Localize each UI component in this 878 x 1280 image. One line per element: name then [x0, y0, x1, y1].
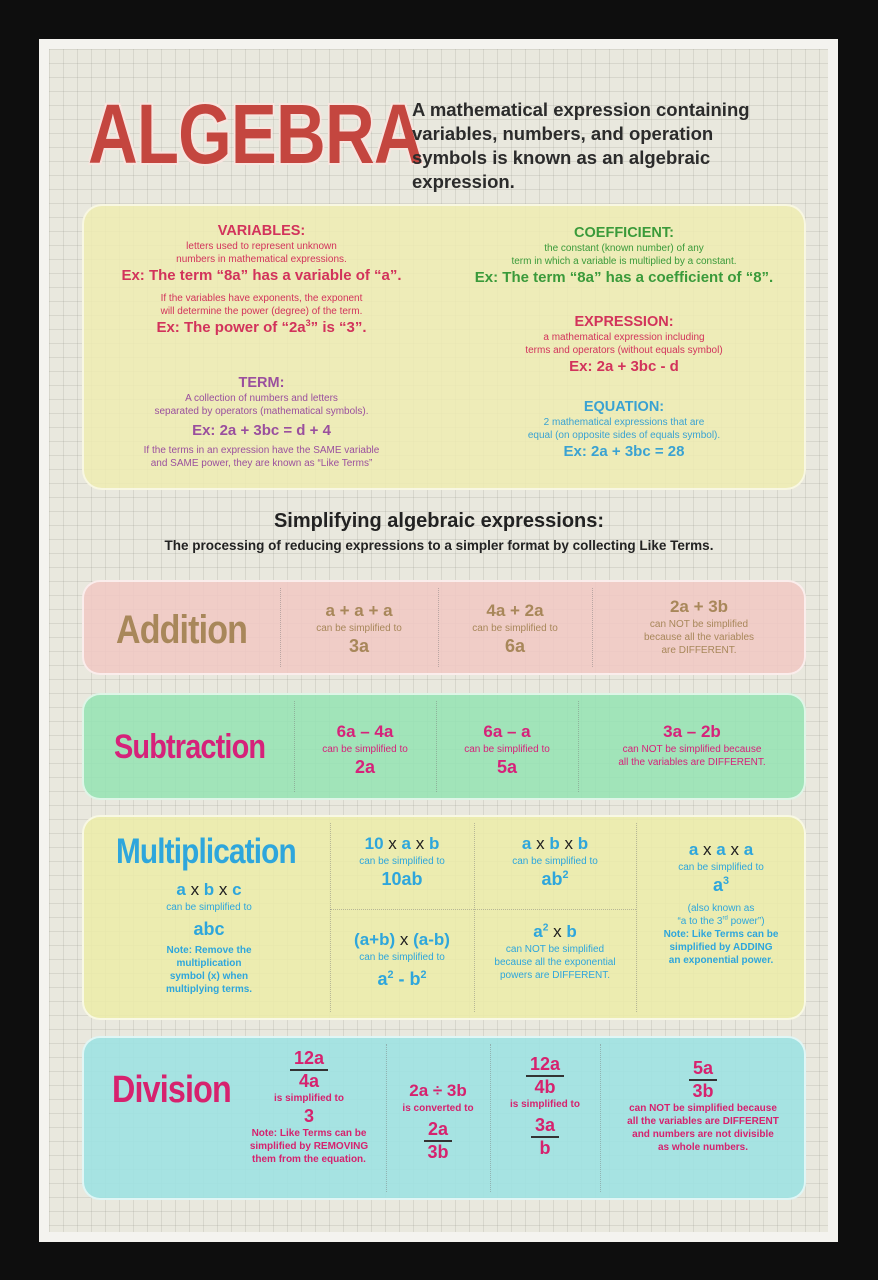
division-example-4: $\frac{5a}{3b}$ can NOT be simplified because all the variables are DIFFERENT and numbers are not divisible as whole numbers.	[627, 1058, 779, 1153]
multiplication-label: Multiplication	[116, 832, 296, 871]
definitions-panel	[82, 204, 806, 490]
poster-title: ALGEBRA	[88, 87, 423, 181]
multiplication-example-1: 10 x a x b can be simplified to 10ab	[359, 834, 445, 889]
simplifying-title: Simplifying algebraic expressions:	[273, 510, 605, 532]
definition-variables	[84, 222, 439, 338]
division-label: Division	[112, 1069, 231, 1111]
definition-expression	[444, 313, 804, 377]
multiplication-example-5: a x a x a can be simplified to $a^3$ (also known as “a to the 3rd power”) Note: Like Terms can be simplified by ADDING an exponential power.	[663, 840, 779, 966]
multiplication-example-4: $a^2$ x b can NOT be simplified because all the exponential powers are DIFFERENT.	[494, 922, 616, 981]
multiplication-band	[82, 815, 806, 1020]
division-example-3: $\frac{12a}{4b}$ is simplified to $\frac{3a}{b}$	[509, 1054, 580, 1158]
variables-heading: VARIABLES:	[217, 223, 306, 239]
subtraction-example-1: 6a – 4a can be simplified to 2a	[322, 722, 408, 777]
addition-example-1: a + a + a can be simplified to 3a	[316, 601, 402, 656]
subtraction-label: Subtraction	[114, 728, 266, 766]
addition-example-2: 4a + 2a can be simplified to 6a	[472, 601, 558, 656]
division-example-2: 2a ÷ 3b is converted to $\frac{2a}{3b}$	[402, 1081, 474, 1162]
term-note-1: If the terms in an expression have the SAME variable	[143, 445, 380, 456]
subtraction-example-2: 6a – a can be simplified to 5a	[464, 722, 550, 777]
equation-heading: EQUATION:	[583, 399, 665, 415]
term-heading: TERM:	[238, 375, 285, 391]
addition-example-3: 2a + 3b can NOT be simplified because all the variables are DIFFERENT.	[643, 597, 755, 656]
divider	[330, 909, 636, 910]
coefficient-desc-2: term in which a variable is multiplied by a constant.	[511, 256, 737, 267]
simplifying-subtitle: The processing of reducing expressions to a simpler format by collecting Like Terms.	[164, 538, 714, 553]
definition-term	[84, 374, 439, 470]
subtraction-band	[82, 693, 806, 800]
term-example: Ex: 2a + 3bc = d + 4	[192, 422, 331, 439]
coefficient-example: Ex: The term “8a” has a coefficient of “8”.	[474, 269, 774, 286]
equation-desc-1: 2 mathematical expressions that are	[543, 417, 705, 428]
variables-note-2: will determine the power (degree) of the term.	[160, 306, 363, 317]
variables-example: Ex: The term “8a” has a variable of “a”.	[121, 267, 402, 284]
definition-equation	[444, 398, 804, 462]
variables-note-1: If the variables have exponents, the exponent	[160, 293, 363, 304]
variables-example-2: Ex: The power of “$2a^3$” is “3”.	[156, 318, 367, 336]
division-example-1: $\frac{12a}{4a}$ is simplified to 3 Note: Like Terms can be simplified by REMOVING them from the equation.	[249, 1048, 369, 1165]
definition-coefficient	[444, 224, 804, 288]
term-note-2: and SAME power, they are known as “Like Terms”	[150, 458, 373, 469]
expression-heading: EXPRESSION:	[574, 314, 674, 330]
term-desc-1: A collection of numbers and letters	[185, 393, 338, 404]
multiplication-main-example: a x b x c can be simplified to abc Note: Remove the multiplication symbol (x) when multiplying terms.	[165, 880, 253, 995]
term-desc-2: separated by operators (mathematical symbols).	[154, 406, 369, 417]
variables-desc-1: letters used to represent unknown	[186, 241, 337, 252]
coefficient-heading: COEFFICIENT:	[574, 225, 674, 241]
multiplication-example-3: a x b x b can be simplified to $ab^2$	[512, 834, 598, 889]
division-band	[82, 1036, 806, 1200]
multiplication-example-2: (a+b) x (a-b) can be simplified to $a^2 - b^2$	[354, 930, 450, 989]
expression-example: Ex: 2a + 3bc - d	[569, 358, 679, 375]
addition-label: Addition	[116, 608, 248, 652]
expression-desc-2: terms and operators (without equals symbol)	[525, 345, 723, 356]
subtraction-example-3: 3a – 2b can NOT be simplified because all the variables are DIFFERENT.	[618, 722, 766, 768]
equation-example: Ex: 2a + 3bc = 28	[563, 443, 685, 460]
expression-desc-1: a mathematical expression including	[543, 332, 705, 343]
addition-band	[82, 580, 806, 675]
variables-desc-2: numbers in mathematical expressions.	[176, 254, 347, 265]
coefficient-desc-1: the constant (known number) of any	[544, 243, 704, 254]
equation-desc-2: equal (on opposite sides of equals symbol).	[527, 430, 721, 441]
intro-text: A mathematical expression containing variables, numbers, and operation symbols is known as an algebraic expression.	[412, 99, 750, 192]
